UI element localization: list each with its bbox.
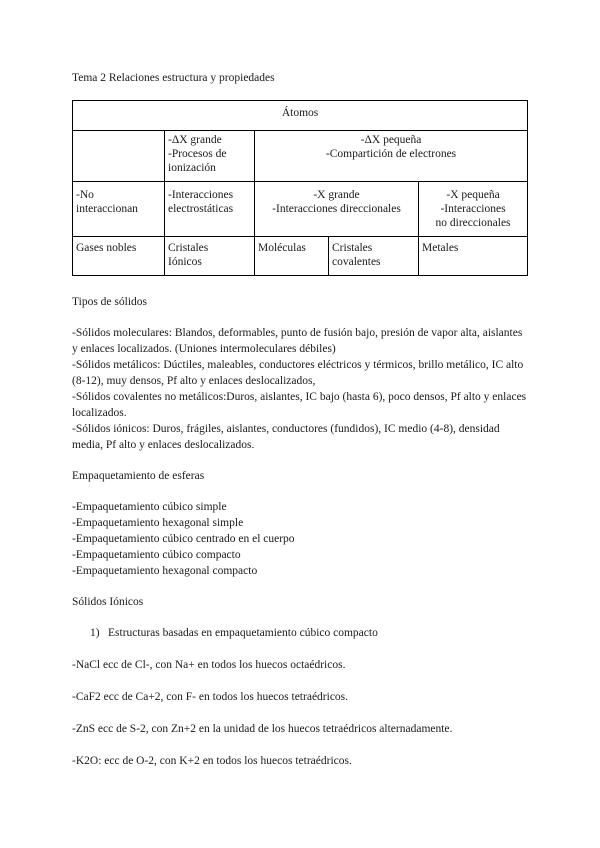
example-item: -K2O: ecc de O-2, con K+2 en todos los huecos tetraédricos.	[72, 755, 352, 767]
packing-list	[72, 499, 528, 579]
list-item: -Empaquetamiento cúbico compacto	[72, 549, 241, 561]
table-cell: Cristales Iónicos	[165, 237, 255, 276]
table-cell: -X grande -Interacciones direccionales	[255, 182, 419, 237]
example-item: -NaCl ecc de Cl-, con Na+ en todos los huecos octaédricos.	[72, 659, 346, 671]
list-item: -Empaquetamiento cúbico centrado en el cuerpo	[72, 533, 295, 545]
table-cell: -ΔX grande -Procesos de ionización	[165, 131, 255, 182]
numbered-item	[72, 625, 528, 641]
document-page	[72, 70, 528, 769]
example-item: -ZnS ecc de S-2, con Zn+2 en la unidad de los huecos tetraédricos alternadamente.	[72, 723, 453, 735]
document-title: Tema 2 Relaciones estructura y propiedades	[72, 72, 275, 84]
table-cell: -X pequeña -Interacciones no direccionales	[419, 182, 528, 237]
table-cell	[73, 131, 165, 182]
list-item: -Empaquetamiento cúbico simple	[72, 501, 227, 513]
table-cell: -ΔX pequeña -Compartición de electrones	[255, 131, 528, 182]
list-item: -Sólidos moleculares: Blandos, deformables, punto de fusión bajo, presión de vapor alta, aislantes y enlaces localizados. (Uniones intermoleculares débiles)	[72, 327, 523, 355]
table-header-row	[73, 101, 528, 131]
list-item: -Empaquetamiento hexagonal compacto	[72, 565, 258, 577]
table-cell: Cristales covalentes	[329, 237, 419, 276]
solids-heading: Tipos de sólidos	[72, 296, 147, 308]
table-row	[73, 182, 528, 237]
list-item: -Empaquetamiento hexagonal simple	[72, 517, 244, 529]
atoms-table	[72, 100, 528, 276]
list-item: -Sólidos covalentes no metálicos:Duros, aislantes, IC bajo (hasta 6), poco densos, Pf alto y enlaces localizados.	[72, 391, 527, 419]
ionic-heading: Sólidos Iónicos	[72, 596, 144, 608]
list-item: -Sólidos iónicos: Duros, frágiles, aislantes, conductores (fundidos), IC medio (4-8), densidad media, Pf alto y enlaces deslocalizados.	[72, 423, 500, 451]
solids-list	[72, 325, 528, 453]
table-header-cell: Átomos	[73, 101, 528, 131]
table-row	[73, 237, 528, 276]
table-row	[73, 131, 528, 182]
table-cell: Metales	[419, 237, 528, 276]
list-item: -Sólidos metálicos: Dúctiles, maleables, conductores eléctricos y térmicos, brillo metálico, IC alto (8-12), muy densos, Pf alto y enlaces deslocalizados,	[72, 359, 524, 387]
table-cell: -No interaccionan	[73, 182, 165, 237]
list-number: 1)	[90, 627, 100, 639]
table-cell: Gases nobles	[73, 237, 165, 276]
table-cell: Moléculas	[255, 237, 329, 276]
numbered-item-text: Estructuras basadas en empaquetamiento cúbico compacto	[108, 627, 378, 639]
packing-heading: Empaquetamiento de esferas	[72, 470, 205, 482]
example-item: -CaF2 ecc de Ca+2, con F- en todos los huecos tetraédricos.	[72, 691, 349, 703]
table-cell: -Interacciones electrostáticas	[165, 182, 255, 237]
